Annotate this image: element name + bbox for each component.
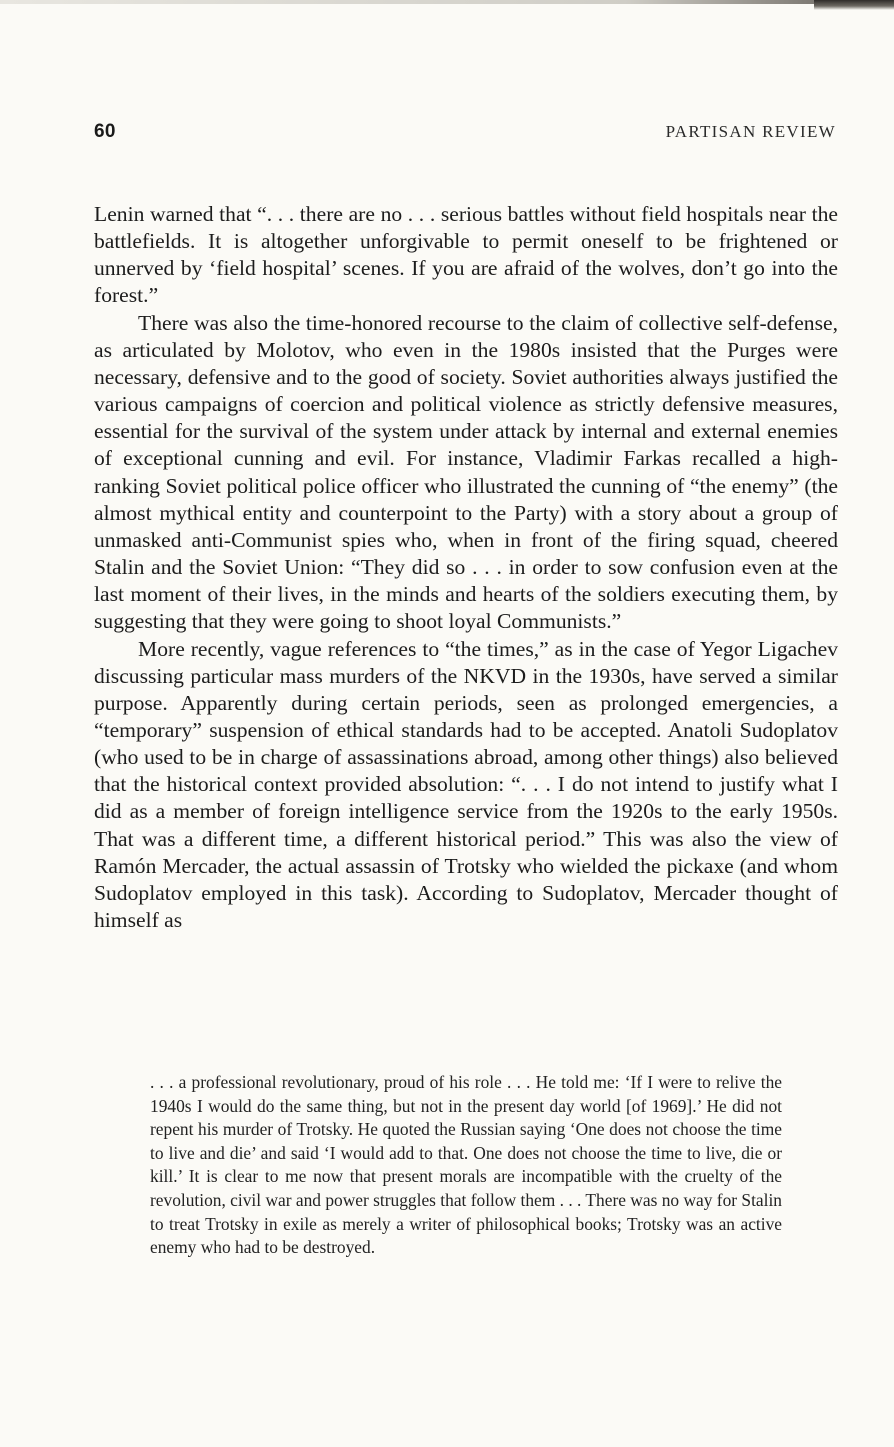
scan-edge-corner — [814, 0, 894, 10]
page-number: 60 — [94, 121, 116, 142]
scan-edge-top — [0, 0, 894, 4]
paragraph-the-times: More recently, vague references to “the times,” as in the case of Yegor Ligachev discussing particular mass murders of the NKVD in the 1930s, have served a similar purpose. Apparently during certain periods, seen as prolonged emergencies, a “temporary” suspension of ethical standards had to be accepted. Anatoli Sudoplatov (who used to be in charge of assassinations abroad, among other things) also believed that the historical context provided absolution: “. . . I do not intend to justify what I did as a member of foreign intelligence service from the 1920s to the early 1950s. That was a different time, a different historical period.” This was also the view of Ramón Mercader, the actual assassin of Trotsky who wielded the pickaxe (and whom Sudoplatov employed in this task). According to Sudoplatov, Mercader thought of himself as — [94, 636, 838, 933]
running-head: PARTISAN REVIEW — [665, 122, 836, 141]
body-text — [94, 201, 838, 934]
block-quote-text: . . . a professional revolutionary, proud of his role . . . He told me: ‘If I were to relive the 1940s I would do the same thing, but not in the present day world [of 1969].’ He did not repent his murder of Trotsky. He quoted the Russian saying ‘One does not choose the time to live and die’ and said ‘I would add to that. One does not choose the time to live, die or kill.’ It is clear to me now that present morals are incompatible with the cruelty of the revolution, civil war and power struggles that follow them . . . There was no way for Stalin to treat Trotsky in exile as merely a writer of philosophical books; Trotsky was an active enemy who had to be destroyed. — [150, 1072, 782, 1258]
paragraph-lenin-quote: Lenin warned that “. . . there are no . . . serious battles without field hospitals near the battlefields. It is altogether unforgivable to permit oneself to be frightened or unnerved by ‘field hospital’ scenes. If you are afraid of the wolves, don’t go into the forest.” — [94, 202, 838, 308]
block-quote — [150, 1071, 782, 1260]
paragraph-collective-self-defense: There was also the time-honored recourse to the claim of collective self-defense, as articulated by Molotov, who even in the 1980s insisted that the Purges were necessary, defensive and to the good of society. Soviet authorities always justified the various campaigns of coercion and political violence as strictly defensive measures, essential for the survival of the system under attack by internal and external enemies of exceptional cunning and evil. For instance, Vladimir Farkas recalled a high-ranking Soviet political police officer who illustrated the cunning of “the enemy” (the almost mythical entity and counterpoint to the Party) with a story about a group of unmasked anti-Communist spies who, when in front of the firing squad, cheered Stalin and the Soviet Union: “They did so . . . in order to sow confusion even at the last moment of their lives, in the minds and hearts of the soldiers executing them, by suggesting that they were going to shoot loyal Communists.” — [94, 310, 838, 634]
